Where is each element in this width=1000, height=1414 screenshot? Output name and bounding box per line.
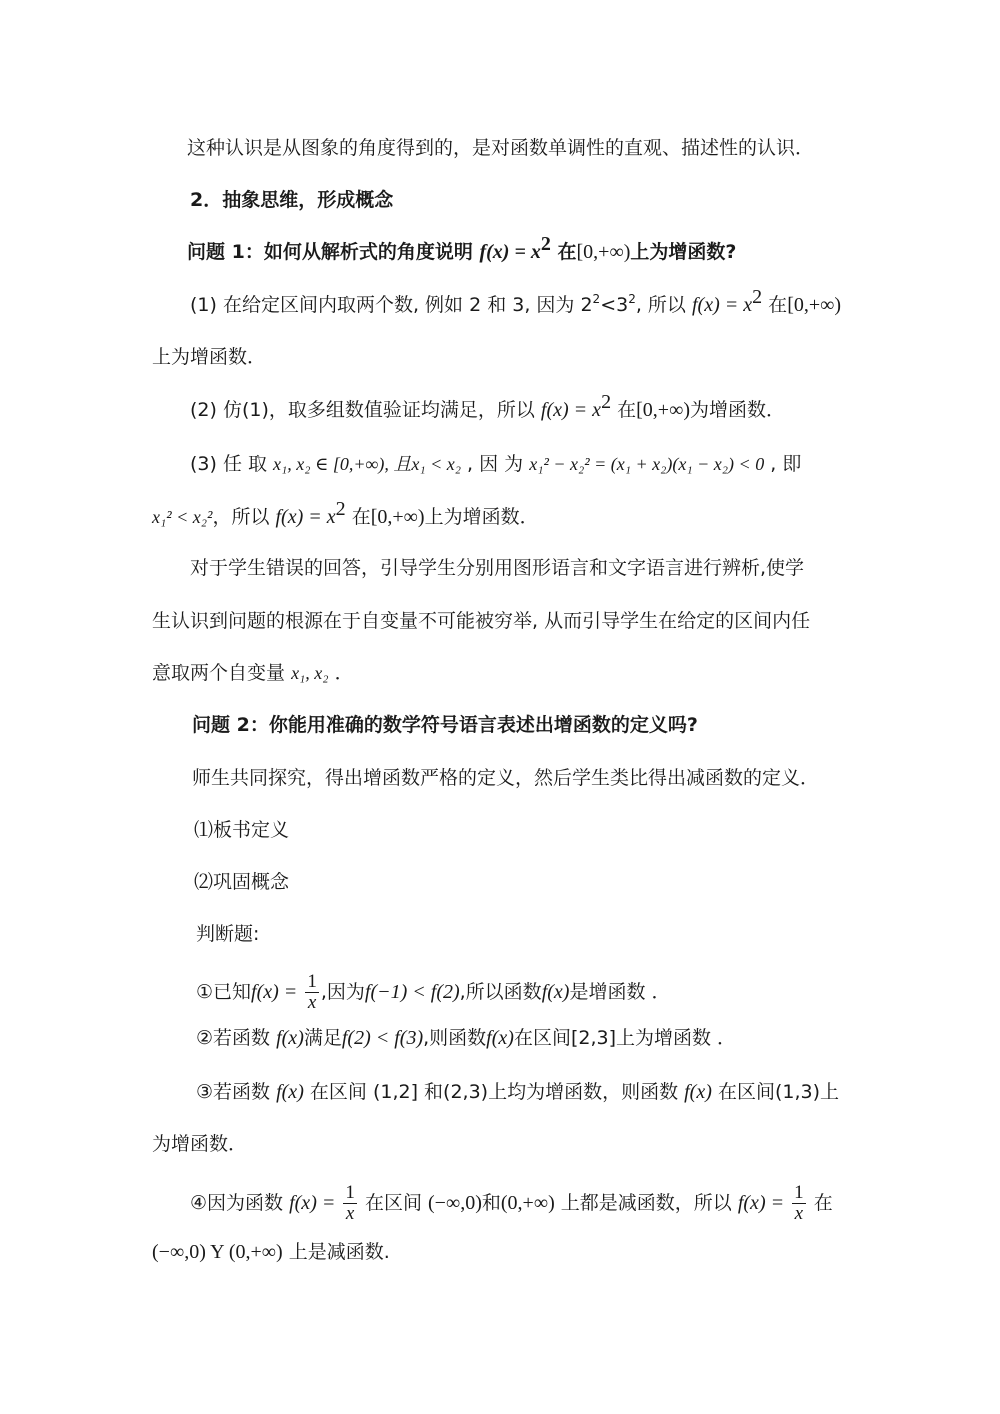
step-3: (3) 任 取 x₁, x₂ ∈ [0,+∞), 且x₁ < x₂ , 因 为 x₁² − x₂² = (x₁ + x₂)(x₁ − x₂) < 0 , 即 (190, 453, 802, 475)
section-heading: 2．抽象思维，形成概念 (190, 189, 394, 211)
step-1: (1) 在给定区间内取两个数, 例如 2 和 3, 因为 $2^2<3^2$, 所以 $f(x) = x^2$ 在[0,+∞) (190, 286, 842, 316)
fraction-one-over-x: $\frac{1}{x}$ (345, 1182, 355, 1224)
fraction-one-over-x: $\frac{1}{x}$ (794, 1182, 804, 1224)
question-2: 问题 2：你能用准确的数学符号语言表述出增函数的定义吗? (192, 714, 698, 736)
paragraph-errors-1: 对于学生错误的回答，引导学生分别用图形语言和文字语言进行辨析,使学 (190, 557, 805, 579)
list-item-board-definition: ⑴板书定义 (194, 819, 290, 841)
judge-item-4-continuation: (−∞,0) Y (0,+∞) 上是减函数. (152, 1241, 390, 1263)
list-item-consolidate: ⑵巩固概念 (194, 871, 290, 893)
judge-item-1: ①已知f(x) = $\frac{1}{x}$ ,因为f(−1) < f(2),所以函数f(x)是增函数 ． (196, 971, 671, 1013)
judge-item-4: ④因为函数 f(x) = $\frac{1}{x}$ 在区间 (−∞,0)和(0,+∞) 上都是减函数，所以 f(x) = $\frac{1}{x}$ 在 (190, 1182, 833, 1224)
judge-item-3: ③若函数 f(x) 在区间 (1,2] 和(2,3)上均为增函数，则函数 f(x) 在区间(1,3)上 (196, 1081, 839, 1103)
step-3-continuation: x₁² < x₂²，所以 $f(x) = x^2$ 在[0,+∞)上为增函数． (152, 498, 539, 528)
fraction-one-over-x: $\frac{1}{x}$ (307, 971, 317, 1013)
judge-heading: 判断题: (196, 923, 260, 945)
judge-item-3-continuation: 为增函数． (152, 1133, 248, 1155)
judge-item-2: ②若函数 f(x)满足f(2) < f(3),则函数f(x)在区间[2,3]上为增函数 ． (196, 1027, 737, 1049)
paragraph-intuitive: 这种认识是从图象的角度得到的，是对函数单调性的直观、描述性的认识． (187, 137, 815, 159)
step-1-continuation: 上为增函数． (152, 346, 267, 368)
step-2: (2) 仿(1)，取多组数值验证均满足，所以 $f(x) = x^2$ 在[0,+∞)为增函数． (190, 391, 785, 421)
paragraph-errors-2: 生认识到问题的根源在于自变量不可能被穷举, 从而引导学生在给定的区间内任 (152, 610, 811, 632)
paragraph-errors-3: 意取两个自变量 x₁, x₂ ． (152, 662, 354, 684)
question-1: 问题 1：如何从解析式的角度说明 $f(x) = x^2$ 在[0,+∞)上为增函数? (187, 233, 737, 263)
paragraph-explore: 师生共同探究，得出增函数严格的定义，然后学生类比得出减函数的定义． (192, 767, 820, 789)
